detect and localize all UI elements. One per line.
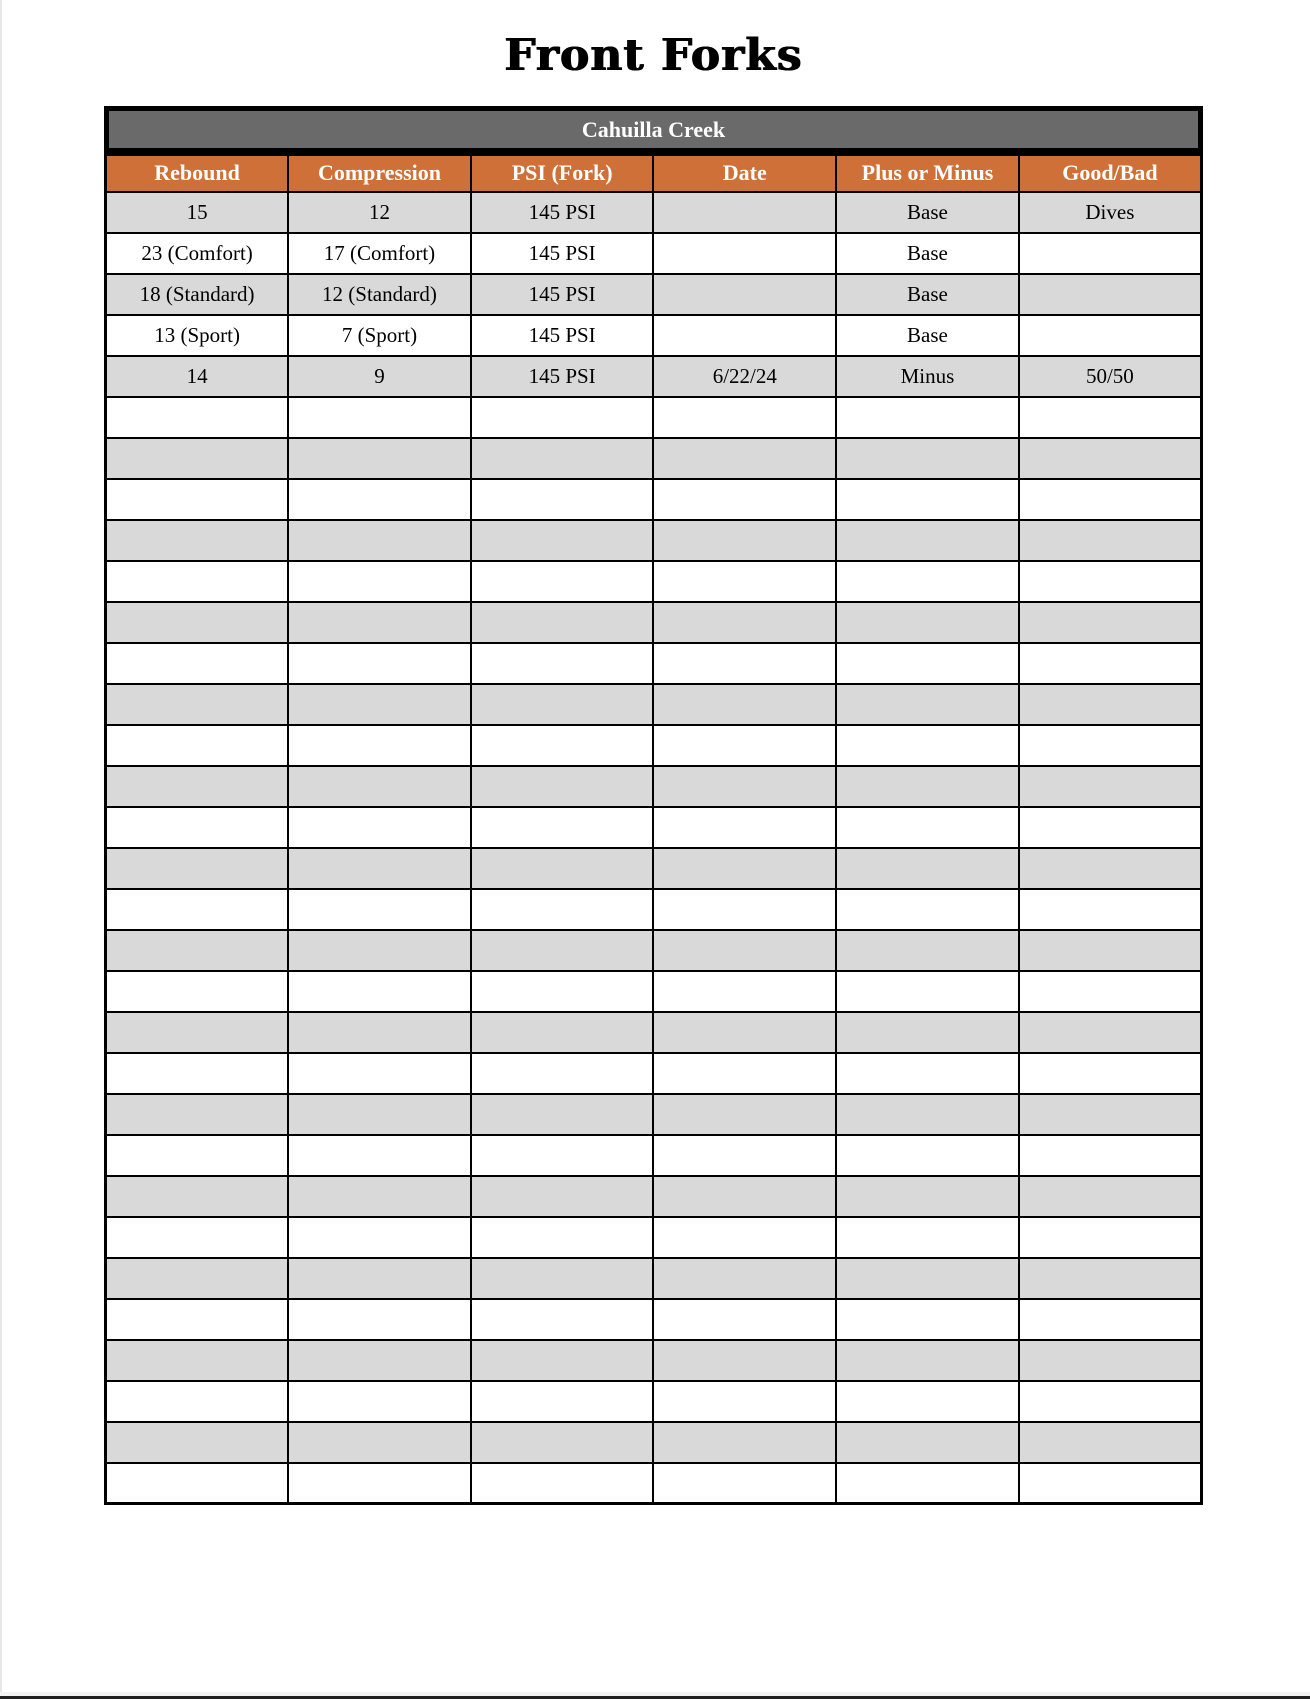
table-cell bbox=[836, 1463, 1019, 1504]
table-cell bbox=[653, 725, 836, 766]
table-cell: Dives bbox=[1019, 192, 1202, 233]
table-cell: 12 (Standard) bbox=[288, 274, 471, 315]
table-cell bbox=[836, 438, 1019, 479]
column-header: Plus or Minus bbox=[836, 155, 1019, 192]
table-row bbox=[106, 643, 1202, 684]
table-cell bbox=[653, 930, 836, 971]
table-cell: 14 bbox=[106, 356, 289, 397]
table-cell bbox=[1019, 1258, 1202, 1299]
table-cell bbox=[653, 1012, 836, 1053]
table-cell bbox=[653, 315, 836, 356]
table-row bbox=[106, 848, 1202, 889]
table-cell bbox=[288, 889, 471, 930]
table-cell bbox=[471, 1135, 654, 1176]
table-row bbox=[106, 1012, 1202, 1053]
table-cell bbox=[653, 766, 836, 807]
table-row bbox=[106, 438, 1202, 479]
table-header bbox=[106, 155, 1202, 192]
table-cell bbox=[836, 1299, 1019, 1340]
column-header: Good/Bad bbox=[1019, 155, 1202, 192]
table-cell bbox=[288, 479, 471, 520]
table-cell bbox=[471, 1340, 654, 1381]
table-cell bbox=[288, 1340, 471, 1381]
table-cell bbox=[288, 684, 471, 725]
table-cell bbox=[653, 1340, 836, 1381]
table-cell bbox=[288, 520, 471, 561]
table-cell bbox=[1019, 1299, 1202, 1340]
table-cell bbox=[1019, 438, 1202, 479]
table-cell bbox=[653, 1299, 836, 1340]
table-cell bbox=[1019, 684, 1202, 725]
table-cell bbox=[1019, 1135, 1202, 1176]
table-cell bbox=[106, 438, 289, 479]
table-cell: 7 (Sport) bbox=[288, 315, 471, 356]
table-cell bbox=[471, 397, 654, 438]
table-cell bbox=[1019, 274, 1202, 315]
table-cell bbox=[653, 643, 836, 684]
table-cell bbox=[1019, 1012, 1202, 1053]
table-row bbox=[106, 1217, 1202, 1258]
table-cell bbox=[653, 192, 836, 233]
table-cell bbox=[1019, 1381, 1202, 1422]
table-cell bbox=[471, 1012, 654, 1053]
table-body bbox=[106, 192, 1202, 1504]
table-cell bbox=[836, 643, 1019, 684]
table-cell bbox=[106, 1135, 289, 1176]
table-cell bbox=[288, 1217, 471, 1258]
table-cell bbox=[106, 1217, 289, 1258]
section-banner bbox=[104, 106, 1203, 153]
table-cell: Base bbox=[836, 233, 1019, 274]
table-cell bbox=[106, 766, 289, 807]
table-cell: Base bbox=[836, 315, 1019, 356]
table-cell bbox=[106, 1340, 289, 1381]
table-row bbox=[106, 1053, 1202, 1094]
table-cell bbox=[106, 1463, 289, 1504]
table-cell bbox=[471, 1217, 654, 1258]
table-cell bbox=[288, 848, 471, 889]
table-cell: 13 (Sport) bbox=[106, 315, 289, 356]
table-cell bbox=[653, 1135, 836, 1176]
table-cell bbox=[471, 1422, 654, 1463]
table-cell bbox=[1019, 520, 1202, 561]
table-row bbox=[106, 356, 1202, 397]
table-row bbox=[106, 684, 1202, 725]
table-cell bbox=[836, 848, 1019, 889]
table-cell bbox=[106, 1422, 289, 1463]
table-cell bbox=[288, 1012, 471, 1053]
table-cell bbox=[1019, 397, 1202, 438]
table-cell bbox=[471, 643, 654, 684]
table-cell bbox=[471, 684, 654, 725]
table-cell bbox=[288, 643, 471, 684]
table-cell: 145 PSI bbox=[471, 274, 654, 315]
table-cell bbox=[653, 1381, 836, 1422]
table-cell bbox=[836, 807, 1019, 848]
table-cell: 145 PSI bbox=[471, 315, 654, 356]
table-cell bbox=[1019, 643, 1202, 684]
table-cell bbox=[106, 479, 289, 520]
table-cell bbox=[653, 1258, 836, 1299]
table-cell bbox=[653, 233, 836, 274]
table-cell bbox=[471, 1299, 654, 1340]
table-cell bbox=[836, 397, 1019, 438]
table-cell bbox=[1019, 315, 1202, 356]
table-cell bbox=[471, 479, 654, 520]
table-row bbox=[106, 1176, 1202, 1217]
table-cell bbox=[288, 971, 471, 1012]
table-cell bbox=[471, 766, 654, 807]
table-cell bbox=[471, 561, 654, 602]
table-cell bbox=[836, 930, 1019, 971]
table-cell bbox=[1019, 971, 1202, 1012]
table-cell bbox=[653, 520, 836, 561]
table-cell bbox=[288, 1422, 471, 1463]
window-left-edge bbox=[0, 0, 2, 1699]
table-cell bbox=[288, 397, 471, 438]
table-cell bbox=[1019, 1463, 1202, 1504]
table-cell bbox=[653, 1463, 836, 1504]
table-cell bbox=[653, 889, 836, 930]
table-cell bbox=[836, 520, 1019, 561]
table-row bbox=[106, 561, 1202, 602]
table-cell bbox=[836, 1012, 1019, 1053]
table-cell bbox=[471, 1053, 654, 1094]
table-cell bbox=[288, 1094, 471, 1135]
table-row bbox=[106, 520, 1202, 561]
table-cell bbox=[106, 561, 289, 602]
table-cell bbox=[836, 684, 1019, 725]
table-row bbox=[106, 1299, 1202, 1340]
table-cell bbox=[106, 397, 289, 438]
table-cell bbox=[653, 602, 836, 643]
header-row bbox=[106, 155, 1202, 192]
table-row bbox=[106, 1258, 1202, 1299]
table-cell bbox=[1019, 1340, 1202, 1381]
table-cell bbox=[1019, 602, 1202, 643]
table-cell bbox=[1019, 1053, 1202, 1094]
table-cell bbox=[653, 848, 836, 889]
table-cell bbox=[106, 1094, 289, 1135]
table-cell bbox=[288, 725, 471, 766]
table-cell bbox=[471, 807, 654, 848]
table-row bbox=[106, 479, 1202, 520]
table-cell bbox=[288, 1299, 471, 1340]
table-cell bbox=[1019, 930, 1202, 971]
table-cell bbox=[653, 971, 836, 1012]
table-cell: 9 bbox=[288, 356, 471, 397]
table-cell bbox=[106, 807, 289, 848]
table-row bbox=[106, 725, 1202, 766]
table-cell bbox=[1019, 561, 1202, 602]
table-cell bbox=[653, 1053, 836, 1094]
table-cell: 6/22/24 bbox=[653, 356, 836, 397]
table-cell bbox=[1019, 1422, 1202, 1463]
front-forks-table bbox=[104, 153, 1203, 1505]
table-cell: Minus bbox=[836, 356, 1019, 397]
table-cell bbox=[653, 397, 836, 438]
table-cell bbox=[1019, 889, 1202, 930]
table-cell: 12 bbox=[288, 192, 471, 233]
table-cell bbox=[836, 1135, 1019, 1176]
table-cell bbox=[1019, 725, 1202, 766]
table-cell bbox=[106, 520, 289, 561]
table-cell bbox=[288, 1053, 471, 1094]
table-cell bbox=[653, 438, 836, 479]
column-header: PSI (Fork) bbox=[471, 155, 654, 192]
table-cell bbox=[836, 971, 1019, 1012]
table-cell bbox=[106, 602, 289, 643]
table-cell bbox=[106, 930, 289, 971]
table-row bbox=[106, 766, 1202, 807]
table-cell bbox=[653, 1176, 836, 1217]
table-cell bbox=[653, 561, 836, 602]
table-cell: Base bbox=[836, 192, 1019, 233]
table-cell bbox=[836, 1381, 1019, 1422]
table-cell bbox=[288, 561, 471, 602]
table-cell bbox=[653, 1422, 836, 1463]
table-cell bbox=[106, 1258, 289, 1299]
table-cell bbox=[471, 1176, 654, 1217]
table-cell bbox=[836, 1422, 1019, 1463]
table-cell bbox=[288, 766, 471, 807]
table-cell bbox=[106, 1381, 289, 1422]
table-cell bbox=[836, 889, 1019, 930]
table-cell bbox=[288, 1258, 471, 1299]
table-cell bbox=[836, 1094, 1019, 1135]
table-row bbox=[106, 1094, 1202, 1135]
table-row bbox=[106, 192, 1202, 233]
table-cell bbox=[1019, 807, 1202, 848]
table-cell bbox=[1019, 1217, 1202, 1258]
table-cell bbox=[106, 848, 289, 889]
column-header: Date bbox=[653, 155, 836, 192]
table-row bbox=[106, 315, 1202, 356]
table-cell bbox=[288, 807, 471, 848]
table-cell bbox=[471, 930, 654, 971]
table-cell bbox=[288, 438, 471, 479]
table-cell bbox=[471, 602, 654, 643]
table-row bbox=[106, 807, 1202, 848]
table-cell bbox=[471, 520, 654, 561]
table-cell bbox=[836, 1217, 1019, 1258]
table-cell bbox=[836, 561, 1019, 602]
table-cell bbox=[653, 479, 836, 520]
table-row bbox=[106, 602, 1202, 643]
table-cell bbox=[1019, 1094, 1202, 1135]
table-cell bbox=[1019, 766, 1202, 807]
table-cell bbox=[836, 1176, 1019, 1217]
table-row bbox=[106, 233, 1202, 274]
table-row bbox=[106, 397, 1202, 438]
table-cell: 145 PSI bbox=[471, 233, 654, 274]
table-cell bbox=[106, 684, 289, 725]
table-cell bbox=[653, 1217, 836, 1258]
table-cell: 145 PSI bbox=[471, 356, 654, 397]
table-cell bbox=[836, 1258, 1019, 1299]
table-cell bbox=[106, 1012, 289, 1053]
table-cell bbox=[471, 848, 654, 889]
table-cell bbox=[471, 438, 654, 479]
table-cell bbox=[836, 766, 1019, 807]
table-cell bbox=[836, 725, 1019, 766]
table-row bbox=[106, 1463, 1202, 1504]
table-cell bbox=[471, 1381, 654, 1422]
table-cell bbox=[106, 889, 289, 930]
table-cell bbox=[106, 643, 289, 684]
table-cell bbox=[1019, 479, 1202, 520]
table-cell: 18 (Standard) bbox=[106, 274, 289, 315]
table-cell bbox=[836, 1340, 1019, 1381]
table-cell bbox=[471, 725, 654, 766]
table-cell bbox=[471, 889, 654, 930]
table-row bbox=[106, 274, 1202, 315]
table-cell bbox=[653, 684, 836, 725]
table-cell bbox=[288, 1176, 471, 1217]
table-cell bbox=[836, 602, 1019, 643]
table-cell bbox=[1019, 848, 1202, 889]
table-cell bbox=[288, 930, 471, 971]
table-row bbox=[106, 1340, 1202, 1381]
table-row bbox=[106, 930, 1202, 971]
table-cell: 23 (Comfort) bbox=[106, 233, 289, 274]
section-banner-label: Cahuilla Creek bbox=[581, 116, 726, 142]
table-cell bbox=[471, 971, 654, 1012]
page-title: Front Forks bbox=[504, 30, 803, 81]
table-cell bbox=[106, 1299, 289, 1340]
table-row bbox=[106, 889, 1202, 930]
table-cell bbox=[471, 1094, 654, 1135]
table-cell bbox=[288, 602, 471, 643]
table-cell: Base bbox=[836, 274, 1019, 315]
column-header: Rebound bbox=[106, 155, 289, 192]
table-cell: 50/50 bbox=[1019, 356, 1202, 397]
table-cell bbox=[288, 1135, 471, 1176]
table-cell bbox=[471, 1258, 654, 1299]
table-cell bbox=[106, 1176, 289, 1217]
table-cell bbox=[106, 725, 289, 766]
table-cell bbox=[288, 1381, 471, 1422]
table-cell bbox=[653, 274, 836, 315]
table-cell bbox=[471, 1463, 654, 1504]
table-cell: 15 bbox=[106, 192, 289, 233]
table-cell bbox=[106, 971, 289, 1012]
table-row bbox=[106, 1135, 1202, 1176]
table-row bbox=[106, 1422, 1202, 1463]
table-cell bbox=[1019, 233, 1202, 274]
table-cell: 17 (Comfort) bbox=[288, 233, 471, 274]
table-cell bbox=[288, 1463, 471, 1504]
table-cell: 145 PSI bbox=[471, 192, 654, 233]
table-cell bbox=[836, 1053, 1019, 1094]
table-cell bbox=[1019, 1176, 1202, 1217]
table-cell bbox=[653, 807, 836, 848]
table-cell bbox=[106, 1053, 289, 1094]
table-cell bbox=[836, 479, 1019, 520]
column-header: Compression bbox=[288, 155, 471, 192]
table-cell bbox=[653, 1094, 836, 1135]
table-row bbox=[106, 1381, 1202, 1422]
table-row bbox=[106, 971, 1202, 1012]
